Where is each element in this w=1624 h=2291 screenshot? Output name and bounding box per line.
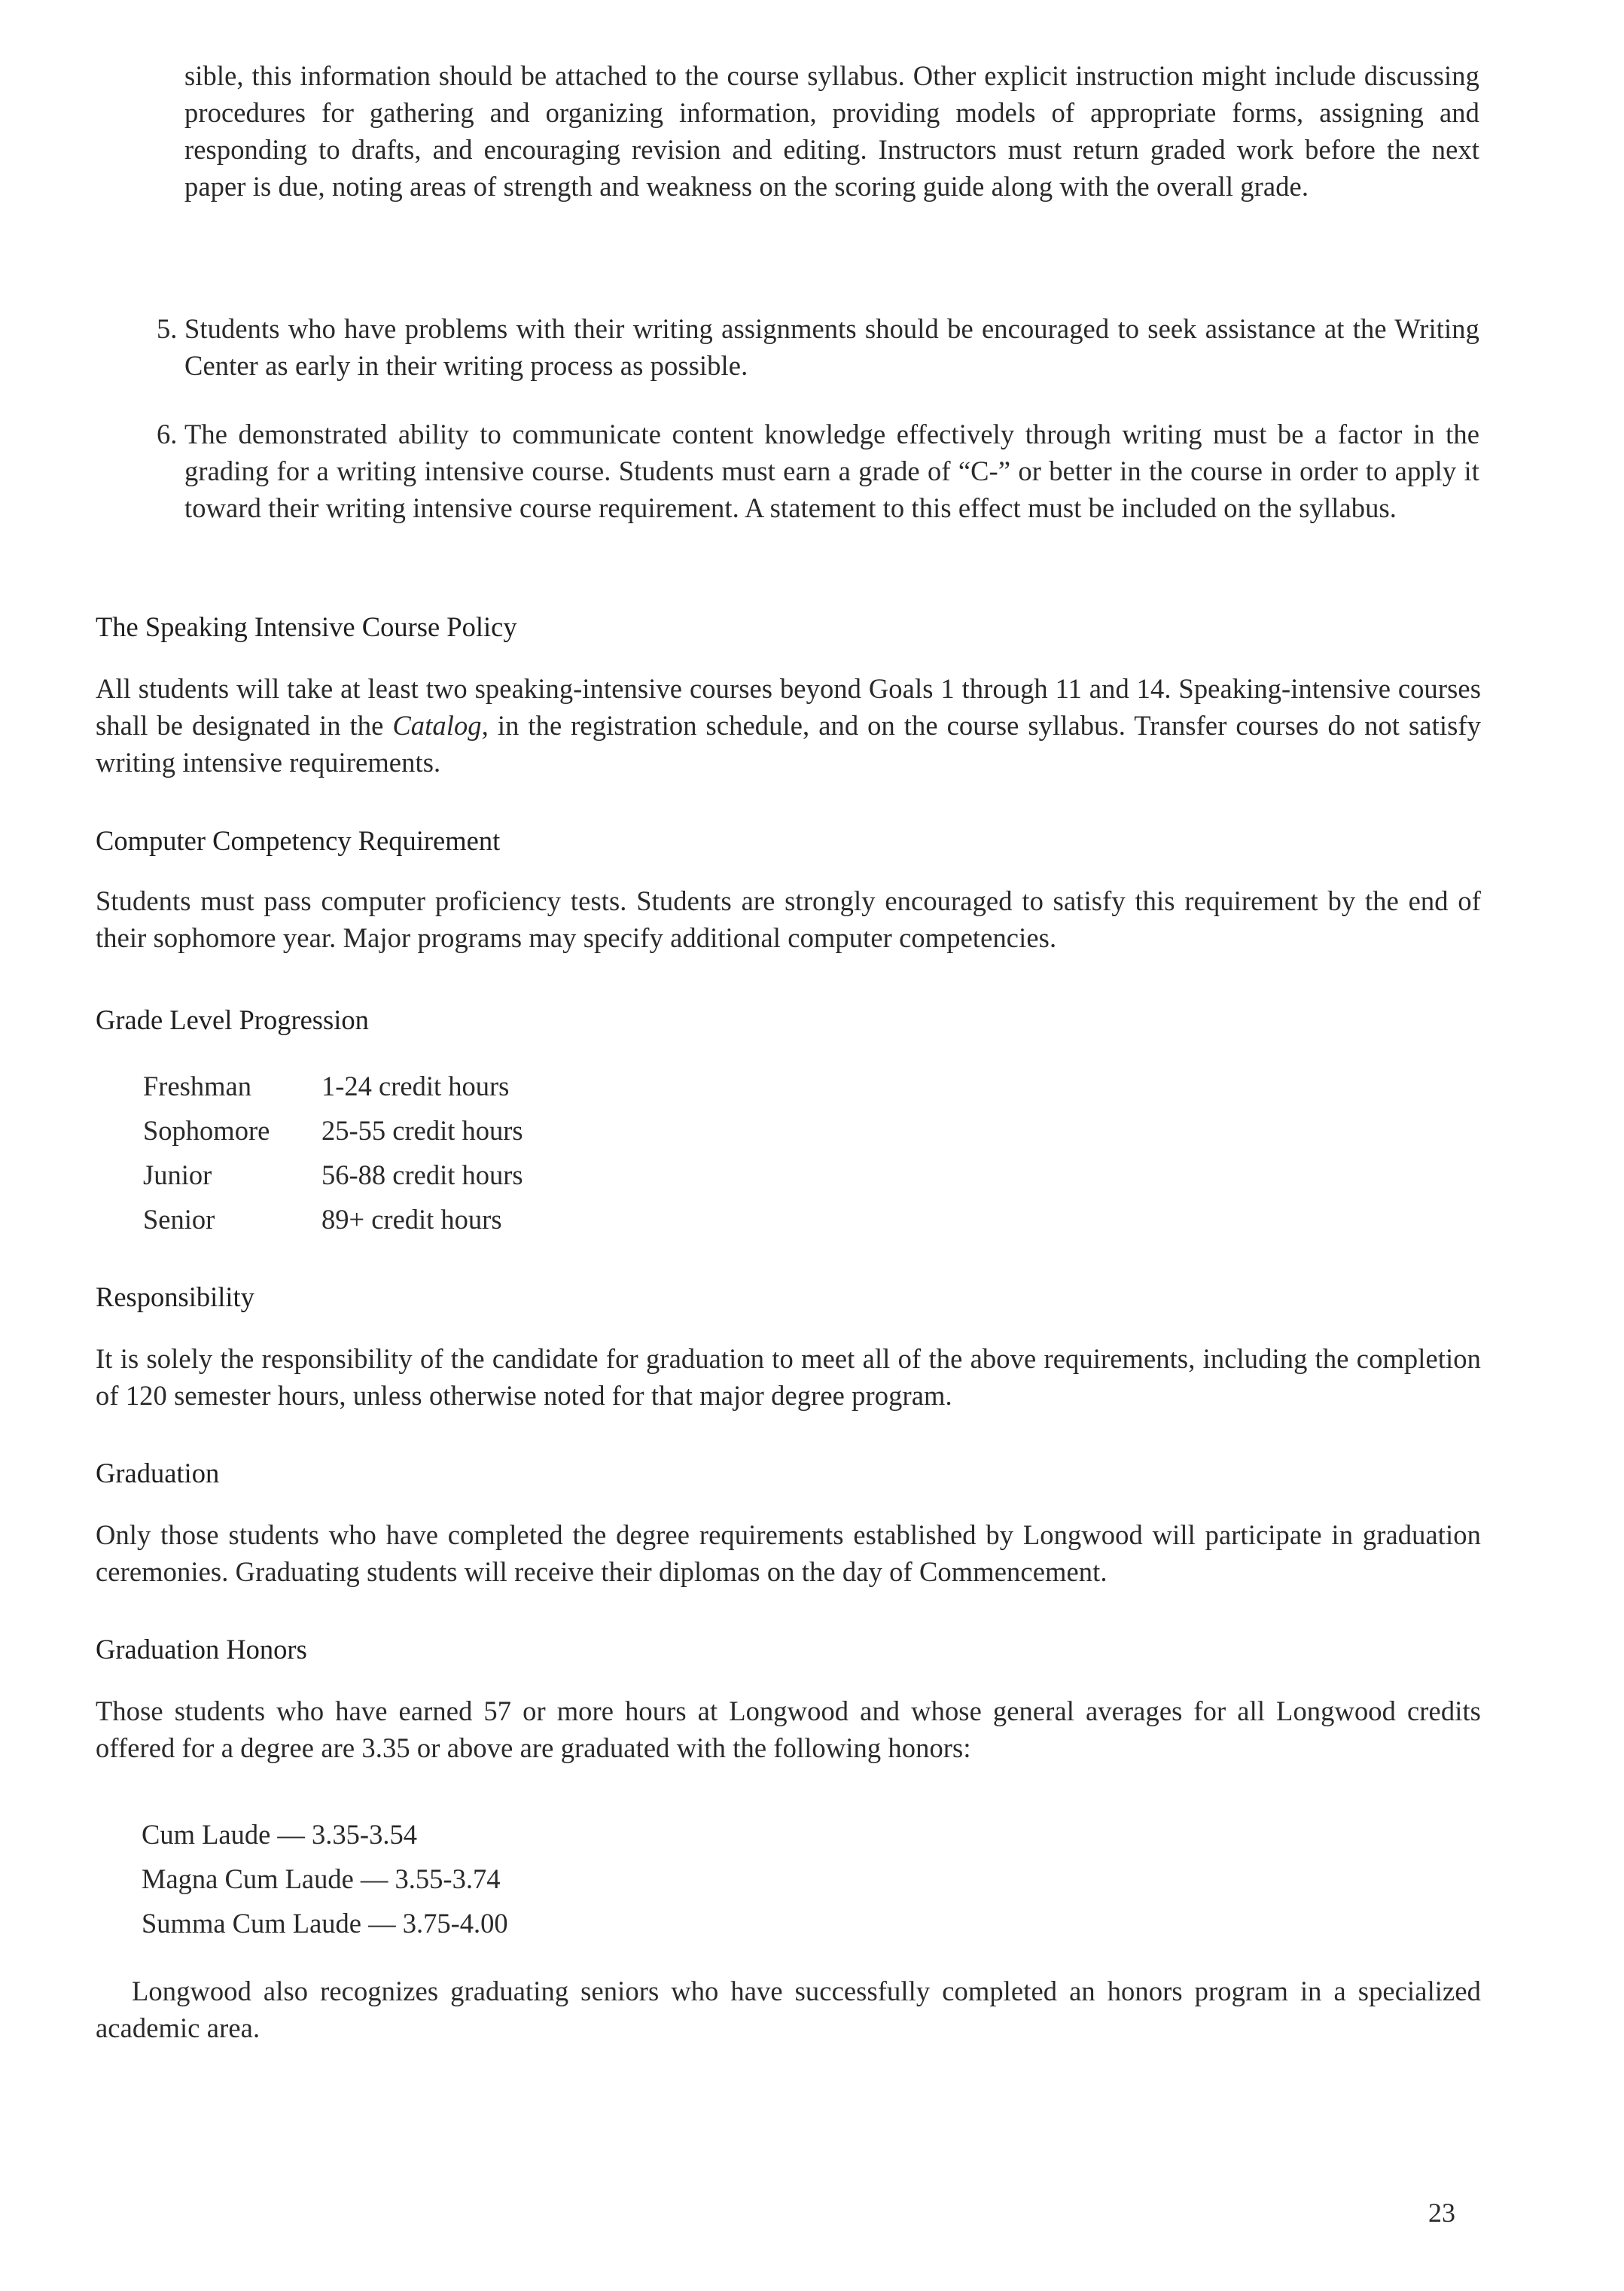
item-6-number: 6. [157,419,178,449]
computer-heading: Computer Competency Requirement [96,825,501,856]
item-5-number: 5. [157,313,178,344]
grade-level-hours: 89+ credit hours [321,1204,502,1235]
page-number: 23 [1428,2198,1455,2228]
grade-level-name: Sophomore [143,1115,270,1146]
table-row [143,1112,523,1156]
item-5-text: Students who have problems with their writing assignments should be encouraged to seek assistance at the Writing Center as early in their writing process as possible. [184,313,1479,381]
speaking-heading: The Speaking Intensive Course Policy [96,611,517,642]
table-row [143,1156,523,1201]
grade-level-heading: Grade Level Progression [96,1004,369,1035]
table-row [143,1201,523,1245]
speaking-paragraph [96,670,1481,781]
honors-closing-paragraph: Longwood also recognizes graduating seniors who have successfully completed an honors program in a specialized academic area. [96,1976,1481,2043]
grade-level-table [143,1068,523,1245]
grade-level-name: Senior [143,1204,215,1235]
grade-level-name: Freshman [143,1071,251,1101]
list-item: Cum Laude — 3.35-3.54 [142,1819,417,1850]
list-item: Summa Cum Laude — 3.75-4.00 [142,1908,508,1939]
honors-paragraph: Those students who have earned 57 or more hours at Longwood and whose general averages for all Longwood credits offered for a degree are 3.35 or above are graduated with the following honors: [96,1695,1481,1763]
honors-list [142,1812,508,1945]
grade-level-hours: 1-24 credit hours [321,1071,510,1101]
graduation-heading: Graduation [96,1458,220,1488]
grade-level-hours: 25-55 credit hours [321,1115,523,1146]
table-row [143,1068,523,1112]
item-4-continuation: sible, this information should be attached to the course syllabus. Other explicit instruction might include discussing procedures for gathering and organizing information, providing models of appropriate forms, assigning and responding to drafts, and encouraging revision and editing. Instructors must return graded work before the next paper is due, noting areas of strength and weakness on the scoring guide along with the overall grade. [184,60,1479,202]
speaking-text-b: in the registration schedule, and on the course syllabus. Transfer courses do not satisfy writing intensive requirements. [96,710,1481,778]
item-6-text: The demonstrated ability to communicate content knowledge effectively through writing must be a factor in the grading for a writing intensive course. Students must earn a grade of “C-” or better in the course in order to apply it toward their writing intensive course requirement. A statement to this effect must be included on the syllabus. [184,419,1479,523]
honors-heading: Graduation Honors [96,1634,307,1665]
speaking-text-a: All students will take at least two speaking-intensive courses beyond Goals 1 through 11 and 14. Speaking-intensive courses shall be designated in the [96,673,1481,741]
graduation-paragraph: Only those students who have completed the degree requirements established by Longwood will participate in graduation ceremonies. Graduating students will receive their diplomas on the day of Commencement. [96,1519,1481,1587]
computer-paragraph: Students must pass computer proficiency tests. Students are strongly encouraged to satisfy this requirement by the end of their sophomore year. Major programs may specify additional computer competencies. [96,885,1481,953]
grade-level-hours: 56-88 credit hours [321,1159,523,1190]
list-item: Magna Cum Laude — 3.55-3.74 [142,1863,501,1894]
catalog-title: Catalog, [392,710,489,741]
responsibility-paragraph: It is solely the responsibility of the candidate for graduation to meet all of the above requirements, including the completion of 120 semester hours, unless otherwise noted for that major degree program. [96,1343,1481,1411]
grade-level-name: Junior [143,1159,212,1190]
responsibility-heading: Responsibility [96,1281,254,1312]
